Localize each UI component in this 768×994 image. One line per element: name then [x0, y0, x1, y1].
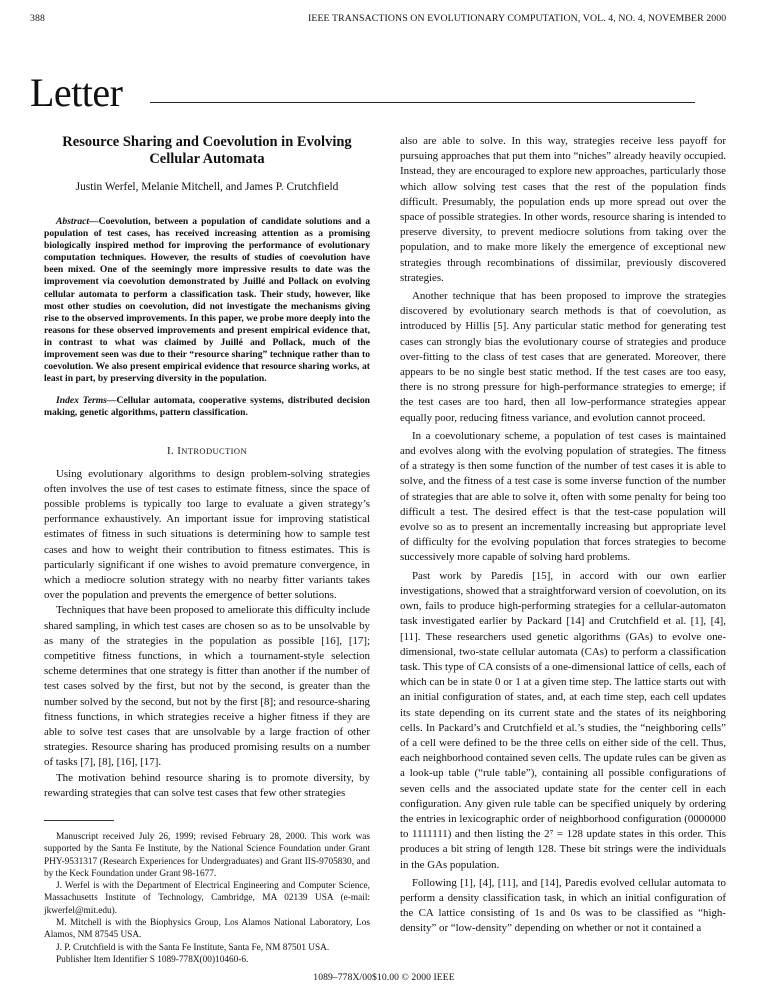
footnotes — [44, 831, 370, 966]
footnote-manuscript: Manuscript received July 26, 1999; revised February 28, 2000. This work was supported by the Santa Fe Institute, by the National Science Foundation under Grant PHY-9531317 (Research Experiences for Undergraduates) and Grant IIS-9705830, and by the Keck Foundation under Grant 98-1677. — [44, 831, 370, 879]
index-terms — [44, 395, 370, 419]
banner-rule — [150, 102, 695, 103]
footnote-werfel: J. Werfel is with the Department of Electrical Engineering and Computer Science, Massachusetts Institute of Technology, Cambridge, MA 02139 USA (e-mail: jkwerfel@mit.edu). — [44, 881, 370, 916]
right-paragraph-1: also are able to solve. In this way, strategies receive less payoff for pursuing approaches that put them into “niches” already heavily occupied. Instead, they are encouraged to explore new approaches, particularly those which allow solving test cases that the rest of the population finds difficult. Presumably, the population ends up more spread out over the space of possible strategies. In other words, resource sharing is intended to preserve diversity, to prevent mediocre solutions from taking over the population, and to make more likely the emergence of exceptional new strategies through recombinations of dissimilar, previously discovered strategies. — [400, 135, 726, 284]
introduction-body — [44, 467, 370, 801]
abstract — [44, 216, 370, 385]
left-column — [44, 134, 370, 966]
right-column — [400, 134, 726, 937]
abstract-text: Coevolution, between a population of candidate solutions and a population of test cases, has received increasing attention as a promising biologically inspired method for improving the performance of evolutionary computation techniques. However, the results of studies of coevolution have been mixed. One of the seemingly more impressive results to date was the improvement via coevolution demonstrated by Juillé and Pollack on evolving cellular automata to perform a classification task. Their study, however, like most other studies on coevolution, did not investigate the mechanisms giving rise to the observed improvements. In this paper, we probe more deeply into the reasons for these observed improvements and present empirical evidence that, in contrast to what was claimed by Juillé and Pollack, much of the improvement seen was due to their “resource sharing” technique rather than to coevolution. We also present empirical evidence that resource sharing works, at least in part, by preserving diversity in the population. — [44, 216, 370, 385]
right-paragraph-3: In a coevolutionary scheme, a population of test cases is maintained and evolves along with the evolving population of strategies. The fitness of a strategy is then some function of the number of test cases it is able to solve, and the fitness of a test case is some inverse function of the number of strategies that are able to solve it, often with some penalty for being too difficult a test. The desired effect is that the test-case population will evolve so as to present an incrementally increasing but appropriate level of difficulty for the evolving population that forces strategies to become successively more capable of solving hard problems. — [400, 429, 726, 564]
right-paragraph-5: Following [1], [4], [11], and [14], Paredis evolved cellular automata to perform a density classification task, in which an initial configuration of the CA lattice consisting of 1s and 0s was to be classified as “high-density” or “low-density” depending on whether or not it contained a — [400, 876, 726, 935]
footnote-rule — [44, 820, 114, 821]
index-terms-label: Index Terms— — [56, 395, 117, 407]
footnote-mitchell: M. Mitchell is with the Biophysics Group, Los Alamos National Laboratory, Los Alamos, NM 87545 USA. — [44, 918, 370, 941]
intro-paragraph-2: Techniques that have been proposed to ameliorate this difficulty include shared sampling, in which test cases are chosen so as to be unsolvable by as many of the strategies in the population as possible [16], [17]; competitive fitness functions, in which a tournament-style selection scheme determines that one strategy is fitter than another if the number of test cases solved by the first, but not by the second, is greater than the number solved by the second, but not by the first [8]; and resource-sharing fitness functions, in which strategies receive a higher fitness if they are able to solve test cases that are unsolvable by a large fraction of other strategies. Resource sharing has produced promising results on a number of tasks [7], [8], [16], [17]. — [44, 604, 370, 769]
section-heading — [44, 445, 370, 457]
section-heading-rest: NTRODUCTION — [181, 445, 247, 456]
footnote-publisher-id: Publisher Item Identifier S 1089-778X(00)10460-6. — [56, 954, 249, 965]
section-type-title: Letter — [30, 70, 123, 115]
abstract-label: Abstract— — [56, 216, 99, 227]
running-head: IEEE TRANSACTIONS ON EVOLUTIONARY COMPUTATION, VOL. 4, NO. 4, NOVEMBER 2000 — [308, 13, 727, 24]
index-terms-text: Cellular automata, cooperative systems, distributed decision making, genetic algorithms, pattern classification. — [44, 395, 370, 419]
intro-paragraph-1: Using evolutionary algorithms to design problem-solving strategies often involves the use of test cases to estimate fitness, since the space of possible problems is typically too large to evaluate a given strategy’s performance exhaustively. An important issue for improving statistical estimates of fitness in such situations is determining how to sample test cases and how to weight their contribution to fitness estimates. This is particularly significant if one wishes to avoid premature convergence, in which a mediocre solution strategy with no nearby fitter variants takes over the population and prevents the emergence of better solutions. — [44, 467, 370, 602]
article-title: Resource Sharing and Coevolution in Evolving Cellular Automata — [62, 134, 352, 167]
copyright-line: 1089–778X/00$10.00 © 2000 IEEE — [313, 972, 455, 983]
section-numeral: I. — [166, 444, 175, 457]
right-paragraph-2: Another technique that has been proposed to improve the strategies discovered by evolutionary search methods is that of coevolution, as introduced by Hillis [5]. Any particular static method for generating test cases can strongly bias the evolutionary course of strategies and produce over-fitting to the class of test cases that are generated. Moreover, there appears to be no single best static method. If the test cases are too easy, there is no strong pressure for high-performance strategies to emerge; if the test cases are too hard, then all low-performance strategies appear equally poor, reducing fitness variance, and evolution cannot proceed. — [400, 290, 726, 424]
section-heading-initial: I — [177, 444, 182, 457]
intro-paragraph-3: The motivation behind resource sharing is to promote diversity, by rewarding strategies that can solve test cases that few other strategies — [44, 771, 370, 799]
right-paragraph-4: Past work by Paredis [15], in accord with our own earlier investigations, showed that a straightforward version of coevolution, on its own, fails to produce high-performing strategies for a cellular-automaton task investigated earlier by Packard [14] and Crutchfield et al. [1], [4], [11]. These researchers used genetic algorithms (GAs) to evolve one-dimensional, two-state cellular automata (CAs) to perform a classification task. This type of CA consists of a one-dimensional lattice of cells, each of which can be in state 0 or 1 at a given time step. The lattice starts out with an initial configuration of states, and, at each time step, each cell updates its state depending on its current state and the states of its neighboring cells. In Packard’s and Crutchfield et al.’s studies, the “neighboring cells” of a cell were defined to be the three cells on either side of the cell. Thus, each neighborhood contained seven cells. The update rules can be given as a look-up table (“rule table”), containing all possible configurations of seven cells and the associated update state for the center cell in each configuration. Any given rule table can be specified uniquely by ordering the entries in lexicographic order of neighborhood configuration (0000000 to 1111111) and then listing the 2⁷ = 128 update states in this order. This produces a bit string of length 128. These bit strings were the individuals in the GAs population. — [400, 569, 726, 871]
section-type-banner — [30, 70, 695, 115]
page-number: 388 — [30, 13, 45, 24]
footnote-crutchfield: J. P. Crutchfield is with the Santa Fe Institute, Santa Fe, NM 87501 USA. — [56, 942, 330, 953]
article-authors: Justin Werfel, Melanie Mitchell, and James P. Crutchfield — [75, 181, 339, 193]
